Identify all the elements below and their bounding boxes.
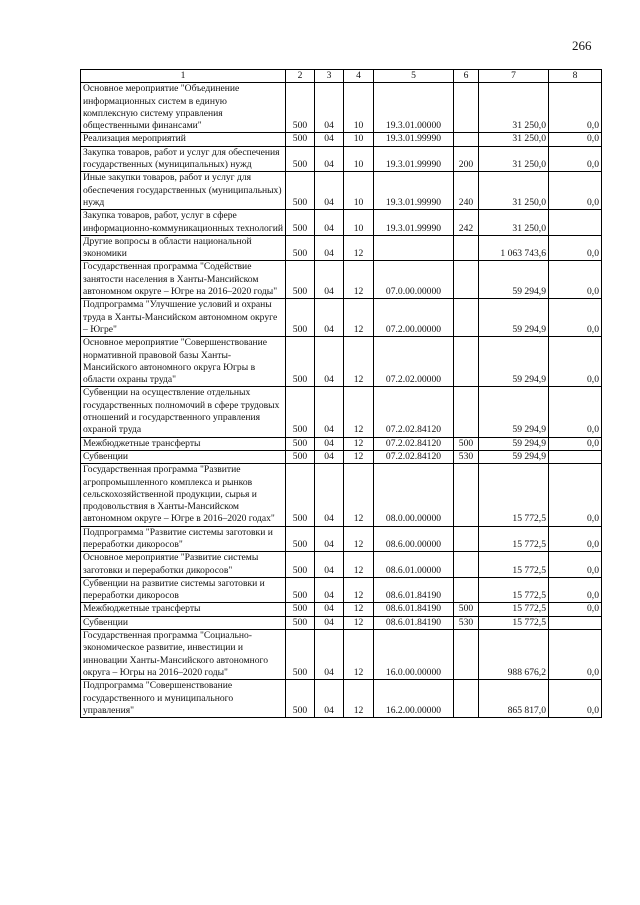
- code-expense-type-cell: [454, 552, 479, 578]
- code-expense-type-cell: 240: [454, 172, 479, 210]
- code-target-cell: 16.2.00.00000: [374, 680, 454, 718]
- code-target-cell: 16.0.00.00000: [374, 630, 454, 680]
- code-expense-type-cell: [454, 261, 479, 299]
- table-row: [81, 450, 602, 463]
- code-section-cell: 04: [315, 577, 344, 603]
- code-subsection-cell: 12: [344, 630, 374, 680]
- amount-extra-cell: 0,0: [549, 235, 602, 261]
- amount-extra-cell: [549, 210, 602, 236]
- column-header: 8: [549, 70, 602, 83]
- table-row: [81, 210, 602, 236]
- code-section-cell: 04: [315, 83, 344, 133]
- amount-extra-cell: 0,0: [549, 172, 602, 210]
- code-expense-type-cell: [454, 464, 479, 526]
- code-expense-type-cell: [454, 133, 479, 146]
- row-name-cell: Государственная программа "Содействие занятости населения в Ханты-Мансийском автономном округе – Югре на 2016–2020 годы": [81, 261, 286, 299]
- code-admin-cell: 500: [286, 261, 315, 299]
- code-target-cell: 07.2.02.84120: [374, 437, 454, 450]
- table-row: [81, 437, 602, 450]
- code-admin-cell: 500: [286, 387, 315, 437]
- amount-extra-cell: 0,0: [549, 526, 602, 552]
- row-name-cell: Основное мероприятие "Объединение информационных систем в единую комплексную систему управления общественными финансами": [81, 83, 286, 133]
- row-name-cell: Закупка товаров, работ и услуг для обеспечения государственных (муниципальных) нужд: [81, 146, 286, 172]
- code-section-cell: 04: [315, 299, 344, 337]
- table-row: [81, 603, 602, 616]
- amount-cell: 31 250,0: [479, 172, 549, 210]
- code-subsection-cell: 10: [344, 133, 374, 146]
- amount-cell: 15 772,5: [479, 464, 549, 526]
- amount-cell: 59 294,9: [479, 299, 549, 337]
- code-section-cell: 04: [315, 616, 344, 629]
- code-expense-type-cell: 200: [454, 146, 479, 172]
- column-header: 1: [81, 70, 286, 83]
- code-expense-type-cell: [454, 235, 479, 261]
- row-name-cell: Основное мероприятие "Совершенствование нормативной правовой базы Ханты-Мансийского автономного округа Югры в области охраны труда": [81, 337, 286, 387]
- code-section-cell: 04: [315, 172, 344, 210]
- row-name-cell: Основное мероприятие "Развитие системы заготовки и переработки дикоросов": [81, 552, 286, 578]
- amount-cell: 59 294,9: [479, 337, 549, 387]
- table-row: [81, 261, 602, 299]
- code-target-cell: 19.3.01.99990: [374, 172, 454, 210]
- code-expense-type-cell: 500: [454, 437, 479, 450]
- code-admin-cell: 500: [286, 603, 315, 616]
- amount-cell: 59 294,9: [479, 437, 549, 450]
- code-expense-type-cell: [454, 387, 479, 437]
- code-section-cell: 04: [315, 261, 344, 299]
- amount-cell: 15 772,5: [479, 603, 549, 616]
- amount-cell: 15 772,5: [479, 616, 549, 629]
- code-admin-cell: 500: [286, 83, 315, 133]
- code-section-cell: 04: [315, 526, 344, 552]
- table-row: [81, 172, 602, 210]
- code-admin-cell: 500: [286, 172, 315, 210]
- amount-cell: 59 294,9: [479, 387, 549, 437]
- code-subsection-cell: 12: [344, 261, 374, 299]
- code-subsection-cell: 12: [344, 235, 374, 261]
- row-name-cell: Подпрограмма "Улучшение условий и охраны труда в Ханты-Мансийском автономном округе – Югре": [81, 299, 286, 337]
- amount-cell: 31 250,0: [479, 83, 549, 133]
- amount-extra-cell: 0,0: [549, 464, 602, 526]
- row-name-cell: Государственная программа "Развитие агропромышленного комплекса и рынков сельскохозяйственной продукции, сырья и продовольствия в Ханты-Мансийском автономном округе – Югре в 2016–2020 годах": [81, 464, 286, 526]
- code-expense-type-cell: [454, 83, 479, 133]
- budget-table: [80, 69, 602, 718]
- code-section-cell: 04: [315, 552, 344, 578]
- code-admin-cell: 500: [286, 146, 315, 172]
- table-row: [81, 83, 602, 133]
- table-row: [81, 552, 602, 578]
- code-target-cell: 19.3.01.99990: [374, 146, 454, 172]
- code-expense-type-cell: [454, 680, 479, 718]
- code-section-cell: 04: [315, 337, 344, 387]
- amount-cell: 15 772,5: [479, 526, 549, 552]
- code-admin-cell: 500: [286, 526, 315, 552]
- row-name-cell: Реализация мероприятий: [81, 133, 286, 146]
- amount-extra-cell: 0,0: [549, 299, 602, 337]
- code-subsection-cell: 12: [344, 464, 374, 526]
- row-name-cell: Субвенции: [81, 616, 286, 629]
- code-subsection-cell: 12: [344, 577, 374, 603]
- amount-extra-cell: 0,0: [549, 577, 602, 603]
- code-admin-cell: 500: [286, 616, 315, 629]
- code-subsection-cell: 12: [344, 680, 374, 718]
- row-name-cell: Межбюджетные трансферты: [81, 437, 286, 450]
- code-expense-type-cell: 500: [454, 603, 479, 616]
- column-header: 7: [479, 70, 549, 83]
- amount-cell: 988 676,2: [479, 630, 549, 680]
- code-section-cell: 04: [315, 680, 344, 718]
- row-name-cell: Субвенции: [81, 450, 286, 463]
- code-subsection-cell: 12: [344, 387, 374, 437]
- column-header: 6: [454, 70, 479, 83]
- code-admin-cell: 500: [286, 337, 315, 387]
- row-name-cell: Субвенции на осуществление отдельных государственных полномочий в сфере трудовых отношений и государственного управления охраной труда: [81, 387, 286, 437]
- amount-cell: 31 250,0: [479, 210, 549, 236]
- page-number: 266: [572, 38, 592, 53]
- table-header-row: [81, 70, 602, 83]
- amount-extra-cell: 0,0: [549, 83, 602, 133]
- table-row: [81, 387, 602, 437]
- code-section-cell: 04: [315, 210, 344, 236]
- table-row: [81, 680, 602, 718]
- row-name-cell: Иные закупки товаров, работ и услуг для обеспечения государственных (муниципальных) нужд: [81, 172, 286, 210]
- table-row: [81, 630, 602, 680]
- code-admin-cell: 500: [286, 464, 315, 526]
- code-target-cell: 08.6.00.00000: [374, 526, 454, 552]
- code-section-cell: 04: [315, 133, 344, 146]
- row-name-cell: Межбюджетные трансферты: [81, 603, 286, 616]
- amount-extra-cell: 0,0: [549, 133, 602, 146]
- code-subsection-cell: 12: [344, 299, 374, 337]
- code-admin-cell: 500: [286, 437, 315, 450]
- table-row: [81, 526, 602, 552]
- code-expense-type-cell: 530: [454, 450, 479, 463]
- row-name-cell: Подпрограмма "Развитие системы заготовки и переработки дикоросов": [81, 526, 286, 552]
- table-row: [81, 577, 602, 603]
- code-admin-cell: 500: [286, 299, 315, 337]
- code-target-cell: 07.2.02.00000: [374, 337, 454, 387]
- code-target-cell: 19.3.01.99990: [374, 210, 454, 236]
- table-row: [81, 146, 602, 172]
- row-name-cell: Подпрограмма "Совершенствование государственного и муниципального управления": [81, 680, 286, 718]
- code-section-cell: 04: [315, 146, 344, 172]
- code-expense-type-cell: 242: [454, 210, 479, 236]
- amount-extra-cell: 0,0: [549, 337, 602, 387]
- code-subsection-cell: 12: [344, 337, 374, 387]
- code-target-cell: 08.6.01.84190: [374, 603, 454, 616]
- amount-cell: 31 250,0: [479, 146, 549, 172]
- code-subsection-cell: 12: [344, 603, 374, 616]
- code-subsection-cell: 12: [344, 526, 374, 552]
- code-target-cell: 07.2.00.00000: [374, 299, 454, 337]
- code-target-cell: 07.2.02.84120: [374, 450, 454, 463]
- code-admin-cell: 500: [286, 577, 315, 603]
- code-section-cell: 04: [315, 450, 344, 463]
- amount-cell: 31 250,0: [479, 133, 549, 146]
- amount-extra-cell: [549, 450, 602, 463]
- amount-extra-cell: [549, 616, 602, 629]
- amount-extra-cell: 0,0: [549, 680, 602, 718]
- code-subsection-cell: 12: [344, 616, 374, 629]
- code-subsection-cell: 10: [344, 210, 374, 236]
- code-target-cell: 08.6.01.00000: [374, 552, 454, 578]
- code-admin-cell: 500: [286, 680, 315, 718]
- row-name-cell: Субвенции на развитие системы заготовки и переработки дикоросов: [81, 577, 286, 603]
- code-admin-cell: 500: [286, 210, 315, 236]
- code-admin-cell: 500: [286, 450, 315, 463]
- table-row: [81, 464, 602, 526]
- amount-extra-cell: 0,0: [549, 387, 602, 437]
- table-row: [81, 299, 602, 337]
- code-admin-cell: 500: [286, 552, 315, 578]
- code-target-cell: 08.0.00.00000: [374, 464, 454, 526]
- amount-cell: 865 817,0: [479, 680, 549, 718]
- table-row: [81, 337, 602, 387]
- amount-cell: 15 772,5: [479, 552, 549, 578]
- row-name-cell: Государственная программа "Социально-экономическое развитие, инвестиции и инновации Ханты-Мансийского автономного округа – Югры на 2016–2020 годы": [81, 630, 286, 680]
- code-expense-type-cell: [454, 630, 479, 680]
- code-admin-cell: 500: [286, 630, 315, 680]
- table-row: [81, 235, 602, 261]
- code-subsection-cell: 12: [344, 437, 374, 450]
- amount-extra-cell: 0,0: [549, 146, 602, 172]
- table-row: [81, 616, 602, 629]
- table-row: [81, 133, 602, 146]
- code-expense-type-cell: 530: [454, 616, 479, 629]
- code-subsection-cell: 10: [344, 172, 374, 210]
- amount-extra-cell: 0,0: [549, 603, 602, 616]
- column-header: 5: [374, 70, 454, 83]
- code-expense-type-cell: [454, 337, 479, 387]
- code-target-cell: 19.3.01.99990: [374, 133, 454, 146]
- code-target-cell: 07.0.00.00000: [374, 261, 454, 299]
- code-expense-type-cell: [454, 526, 479, 552]
- code-section-cell: 04: [315, 437, 344, 450]
- amount-extra-cell: 0,0: [549, 437, 602, 450]
- amount-extra-cell: 0,0: [549, 630, 602, 680]
- amount-extra-cell: 0,0: [549, 261, 602, 299]
- column-header: 4: [344, 70, 374, 83]
- amount-cell: 59 294,9: [479, 261, 549, 299]
- code-subsection-cell: 12: [344, 450, 374, 463]
- code-target-cell: 08.6.01.84190: [374, 577, 454, 603]
- code-section-cell: 04: [315, 464, 344, 526]
- code-target-cell: [374, 235, 454, 261]
- amount-cell: 15 772,5: [479, 577, 549, 603]
- code-expense-type-cell: [454, 577, 479, 603]
- row-name-cell: Другие вопросы в области национальной экономики: [81, 235, 286, 261]
- code-section-cell: 04: [315, 235, 344, 261]
- code-target-cell: 19.3.01.00000: [374, 83, 454, 133]
- code-target-cell: 07.2.02.84120: [374, 387, 454, 437]
- code-admin-cell: 500: [286, 235, 315, 261]
- amount-cell: 1 063 743,6: [479, 235, 549, 261]
- amount-cell: 59 294,9: [479, 450, 549, 463]
- code-target-cell: 08.6.01.84190: [374, 616, 454, 629]
- column-header: 3: [315, 70, 344, 83]
- code-section-cell: 04: [315, 603, 344, 616]
- code-expense-type-cell: [454, 299, 479, 337]
- code-subsection-cell: 10: [344, 83, 374, 133]
- code-section-cell: 04: [315, 630, 344, 680]
- code-section-cell: 04: [315, 387, 344, 437]
- code-subsection-cell: 10: [344, 146, 374, 172]
- amount-extra-cell: 0,0: [549, 552, 602, 578]
- column-header: 2: [286, 70, 315, 83]
- code-admin-cell: 500: [286, 133, 315, 146]
- code-subsection-cell: 12: [344, 552, 374, 578]
- row-name-cell: Закупка товаров, работ, услуг в сфере информационно-коммуникационных технологий: [81, 210, 286, 236]
